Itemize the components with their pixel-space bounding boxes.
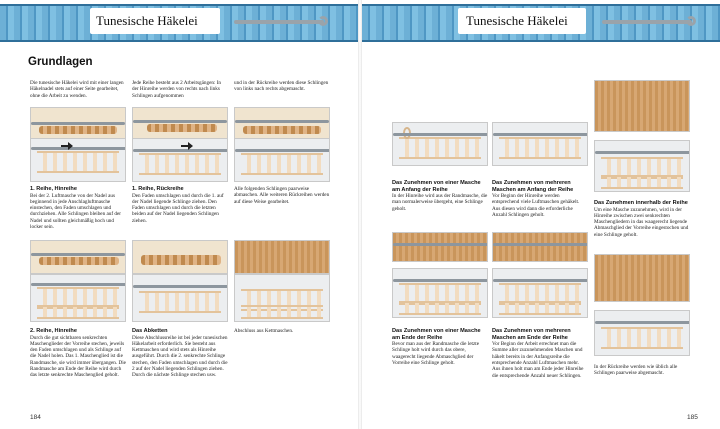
step-row2-forward [30,328,126,379]
step-title: 2. Reihe, Hinreihe [30,328,77,334]
left-header-band [0,0,358,44]
right-page [362,0,720,429]
crochet-hook-icon [602,10,692,34]
photo-increase-within-swatch [594,80,690,132]
step-title: Das Zunehmen innerhalb der Reihe [594,200,688,206]
diagram-row1-return [132,138,228,182]
photo-start-chain [30,107,126,141]
chapter-title: Grundlagen [28,56,93,68]
photo-row1-return [132,107,228,141]
step-title: Das Zunehmen von mehreren Maschen am Anfang der Reihe [492,180,574,193]
step-increase-start-many [492,180,588,218]
step-text: Abschluss aus Kettmaschen. [234,328,294,334]
step-text: Vor Beginn der Arbeit errechnet man die Summe aller zuzunehmenden Maschen und häkelt bereits in der Anfangsreihe die entsprechende Anzahl Luftmaschen mehr. Aus ihnen holt man am Ende jeder Hinreihe die entsprechende Anzahl neuer Schlingen. [492,341,584,379]
step-increase-within-return [594,364,690,377]
step-title: Das Zunehmen von einer Masche am Anfang der Reihe [392,180,481,193]
step-increase-within [594,200,690,238]
right-header-band [362,0,720,44]
left-page [0,0,358,429]
step-text: Durch die gut sichtbaren senkrechten Maschenglieder der Vorreihe stechen, jeweils den Faden umschlagen und als Schlinge auf die Nadel holen. Das 1. Maschenglied ist die Randmasche, sie wird immer übergangen. Die Randmasche am Ende der Reihe wird durch das letzte senkrechte Maschenglied geholt. [30,334,126,379]
crochet-hook-icon [234,10,324,34]
step-text: Vor Beginn der Hinreihe werden entsprechend viele Luftmaschen gehäkelt. Aus diesen wird dann die erforderliche Anzahl Schlingen geholt. [492,193,580,219]
diagram-row1-forward [30,138,126,182]
left-col-3 [234,80,330,93]
step-title: 1. Reihe, Hinreihe [30,186,77,192]
step-text: Um eine Masche zuzunehmen, wird in der Hinreihe zwischen zwei senkrechten Maschengliedern in das waagerecht liegende Abmaschglied der Vorreihe eingestochen und eine Schlinge geholt. [594,206,689,238]
left-header-title: Tunesische Häkelei [96,13,198,28]
diagram-increase-end-one [392,268,488,318]
intro-text-3: und in der Rückreihe werden diese Schlingen von links nach rechts abgemascht. [234,80,329,93]
diagram-increase-end-many [492,268,588,318]
photo-row2 [30,240,126,274]
intro-text-1: Die tunesische Häkelei wird mit einer langen Häkelnadel stets auf einer Seite gearbeitet, ohne die Arbeit zu wenden. [30,80,124,99]
step-text: Bevor man aus der Randmasche die letzte Schlinge holt wird durch das obere, waagerecht liegende Abmaschglied der Vorreihe eine Schlinge geholt. [392,341,480,367]
diagram-increase-start-one [392,122,488,166]
photo-row-return-continue [234,107,330,141]
left-col-2 [132,80,228,99]
photo-increase-end-many [492,232,588,262]
photo-increase-end-one [392,232,488,262]
step-increase-end-one [392,328,488,366]
diagram-increase-within-return [594,310,690,356]
page-number: 185 [687,414,698,421]
step-title: Das Zunehmen von einer Masche am Ende der Reihe [392,328,481,341]
step-text: In der Hinreihe wird aus der Randmasche, die man normalerweise übergeht, eine Schlinge geholt. [392,193,488,212]
step-title: 1. Reihe, Rückreihe [132,186,184,192]
step-increase-end-many [492,328,588,379]
photo-bind-off-finished [234,240,330,274]
step-row1-return [132,186,228,224]
step-text: Alle folgenden Schlingen paarweise abmaschen. Alle weiteren Rückreihen werden auf diese Weise gearbeitet. [234,186,330,205]
photo-increase-within-return [594,254,690,302]
step-text: In der Rückreihe werden wie üblich alle Schlingen paarweise abgemascht. [594,364,678,377]
step-return-all [234,186,330,205]
intro-text-2: Jede Reihe besteht aus 2 Arbeitsgängen: In der Hinreihe werden von rechts nach links Schlingen aufgenommen [132,80,222,99]
diagram-increase-within [594,140,690,192]
left-col-1 [30,80,126,99]
diagram-bind-off-finished [234,274,330,322]
step-bind-off-result [234,328,330,334]
right-header-title: Tunesische Häkelei [466,13,568,28]
step-text: Bei der 2. Luftmasche von der Nadel aus beginnend in jede Anschlagluftmasche einstechen, den Faden umschlagen und durchziehen. Alle Schlingen bleiben auf der Nadel und sollten gleichmäßig hoch und locker sein. [30,192,122,231]
step-row1-forward [30,186,126,230]
step-text: Den Faden umschlagen und durch die 1. auf der Nadel liegende Schlinge ziehen. Den Faden umschlagen und durch die letzten beiden auf der Nadel liegenden Schlingen ziehen. [132,192,224,224]
diagram-bind-off [132,274,228,322]
step-text: Diese Abschlussreihe ist bei jeder tunesischen Häkelarbeit erforderlich. Sie besteht aus Kettmaschen und wird stets als Hinreihe ausgeführt. Durch die 2. senkrechte Schlinge stechen, den Faden umschlagen und durch die 2 auf der Nadel liegenden Schlingen ziehen. Durch die nächste Schlinge stechen usw. [132,334,228,379]
step-increase-start-one [392,180,488,212]
page-number: 184 [30,414,41,421]
diagram-row2-forward [30,274,126,322]
diagram-increase-start-many [492,122,588,166]
step-title: Das Zunehmen von mehreren Maschen am Ende der Reihe [492,328,571,341]
diagram-row-return-continue [234,138,330,182]
photo-bind-off [132,240,228,274]
step-title: Das Abketten [132,328,168,334]
step-bind-off [132,328,228,379]
